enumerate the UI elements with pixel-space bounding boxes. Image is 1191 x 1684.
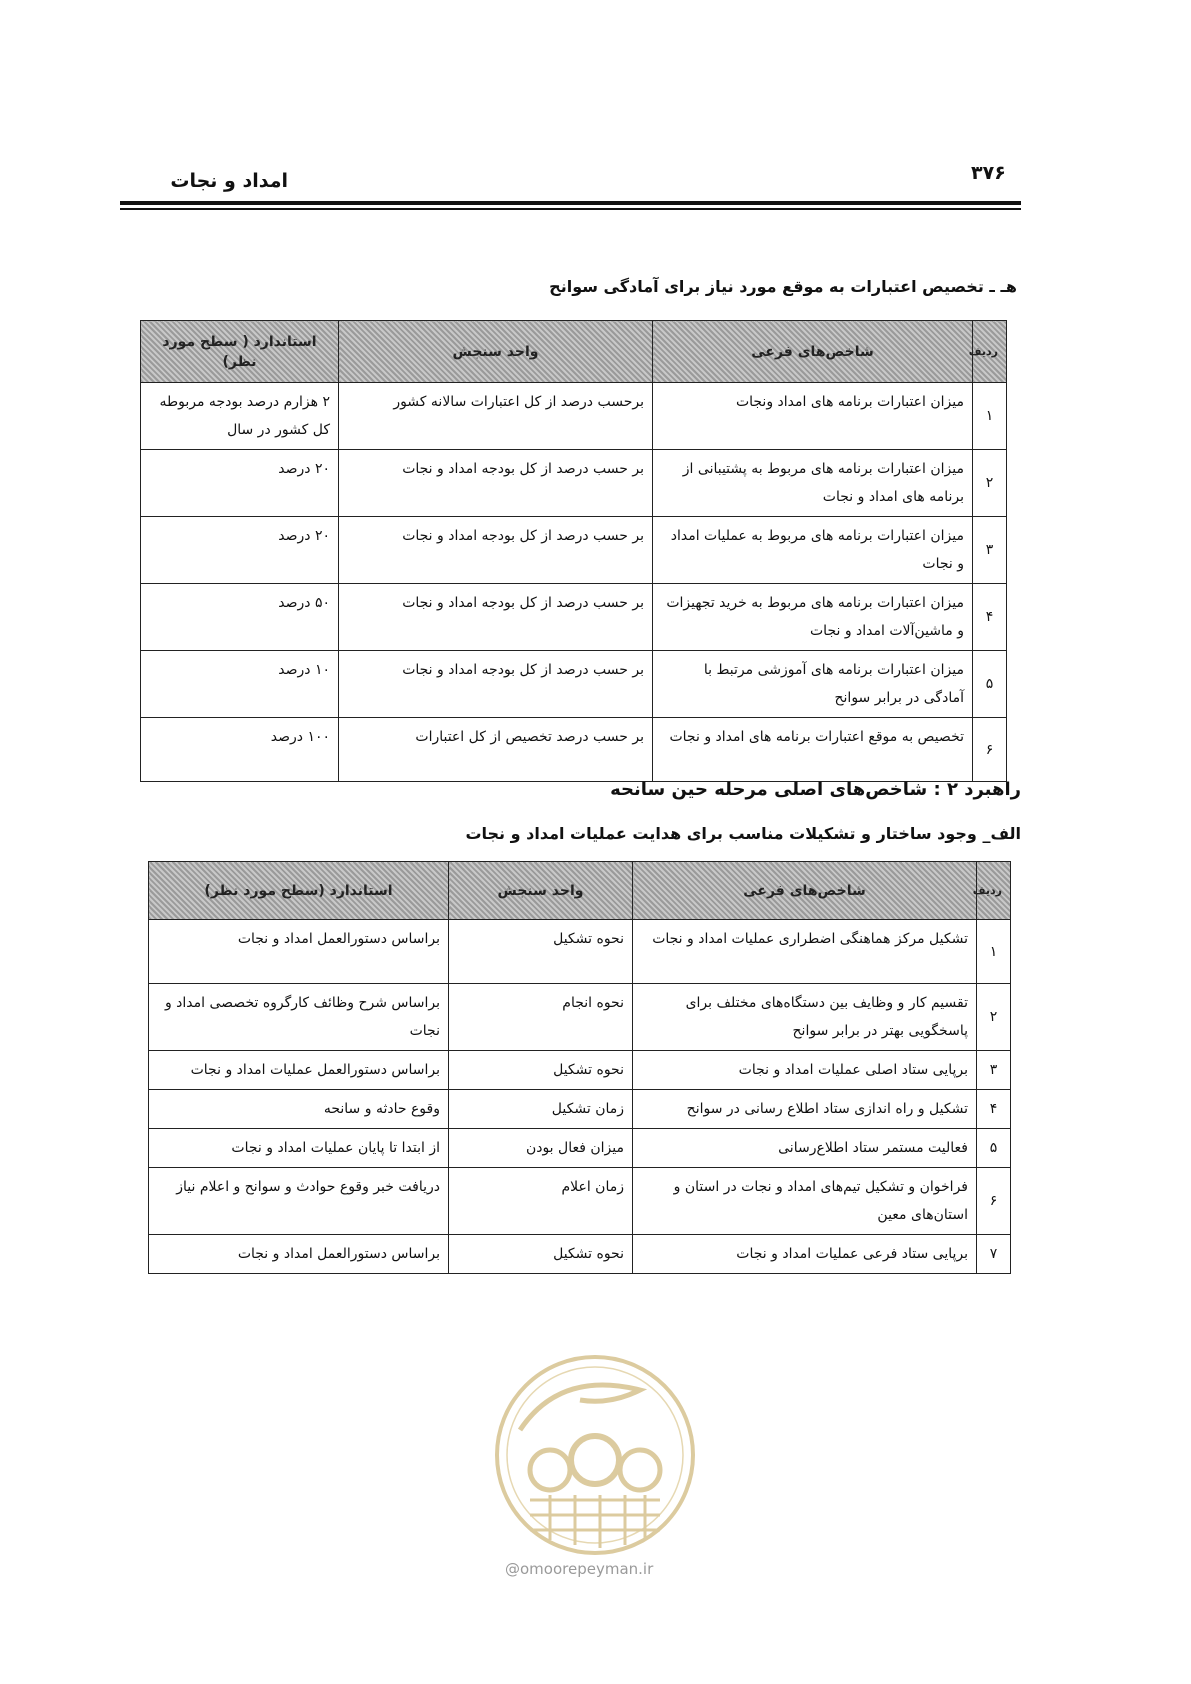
- watermark-site-text: @omoorepeyman.ir: [505, 1560, 654, 1578]
- standard-cell: براساس شرح وظائف کارگروه تخصصی امداد و نجات: [149, 984, 449, 1051]
- table-row: [141, 383, 1007, 450]
- row-number-cell: ۵: [977, 1129, 1011, 1168]
- standard-cell: براساس دستورالعمل امداد و نجات: [149, 1235, 449, 1274]
- row-number-cell: ۵: [973, 651, 1007, 718]
- indicator-cell: فعالیت مستمر ستاد اطلاع‌رسانی: [633, 1129, 977, 1168]
- standard-cell: ۱۰ درصد: [141, 651, 339, 718]
- unit-cell: میزان فعال بودن: [449, 1129, 633, 1168]
- unit-cell: نحوه تشکیل: [449, 920, 633, 984]
- indicator-cell: تخصیص به موقع اعتبارات برنامه های امداد و نجات: [653, 718, 973, 782]
- unit-cell: زمان تشکیل: [449, 1090, 633, 1129]
- unit-cell: نحوه تشکیل: [449, 1235, 633, 1274]
- table-row: [141, 718, 1007, 782]
- table-header-row: [141, 321, 1007, 383]
- table-row: [149, 1090, 1011, 1129]
- table-row: [141, 584, 1007, 651]
- row-number-cell: ۳: [973, 517, 1007, 584]
- unit-cell: بر حسب درصد تخصیص از کل اعتبارات: [339, 718, 653, 782]
- header-rule: [120, 201, 1021, 205]
- unit-cell: بر حسب درصد از کل بودجه امداد و نجات: [339, 450, 653, 517]
- standard-cell: وقوع حادثه و سانحه: [149, 1090, 449, 1129]
- unit-cell: بر حسب درصد از کل بودجه امداد و نجات: [339, 651, 653, 718]
- table-row: [149, 920, 1011, 984]
- running-header-title: امداد و نجات: [170, 170, 288, 192]
- section-alef-heading: الف_ وجود ساختار و تشکیلات مناسب برای هدایت عملیات امداد و نجات: [465, 824, 1021, 843]
- unit-cell: برحسب درصد از کل اعتبارات سالانه کشور: [339, 383, 653, 450]
- row-number-cell: ۷: [977, 1235, 1011, 1274]
- unit-cell: زمان اعلام: [449, 1168, 633, 1235]
- table-row: [149, 984, 1011, 1051]
- page-number: ۳۷۶: [971, 162, 1006, 184]
- strategy-2-heading: راهبرد ۲ : شاخص‌های اصلی مرحله حین سانحه: [610, 779, 1021, 800]
- standard-cell: ۲ هزارم درصد بودجه مربوطه کل کشور در سال: [141, 383, 339, 450]
- indicator-cell: برپایی ستاد اصلی عملیات امداد و نجات: [633, 1051, 977, 1090]
- standard-cell: براساس دستورالعمل امداد و نجات: [149, 920, 449, 984]
- table-row: [141, 450, 1007, 517]
- indicator-cell: میزان اعتبارات برنامه های امداد ونجات: [653, 383, 973, 450]
- table-row: [149, 1051, 1011, 1090]
- indicator-cell: تقسیم کار و وظایف بین دستگاه‌های مختلف برای پاسخگویی بهتر در برابر سوانح: [633, 984, 977, 1051]
- table-row: [149, 1235, 1011, 1274]
- table-header-row: [149, 862, 1011, 920]
- indicator-cell: تشکیل و راه اندازی ستاد اطلاع رسانی در سوانح: [633, 1090, 977, 1129]
- col-header-unit: واحد سنجش: [449, 862, 633, 920]
- standard-cell: دریافت خبر وقوع حوادث و سوانح و اعلام نیاز: [149, 1168, 449, 1235]
- indicator-cell: برپایی ستاد فرعی عملیات امداد و نجات: [633, 1235, 977, 1274]
- col-header-row-number: ردیف: [977, 862, 1011, 920]
- seal-logo-icon: [490, 1350, 700, 1560]
- row-number-cell: ۲: [973, 450, 1007, 517]
- unit-cell: بر حسب درصد از کل بودجه امداد و نجات: [339, 584, 653, 651]
- structure-indicators-table: [148, 861, 1011, 1274]
- header-rule-thin: [120, 208, 1021, 210]
- indicator-cell: میزان اعتبارات برنامه های مربوط به خرید تجهیزات و ماشین‌آلات امداد و نجات: [653, 584, 973, 651]
- table-row: [141, 651, 1007, 718]
- col-header-unit: واحد سنجش: [339, 321, 653, 383]
- row-number-cell: ۴: [977, 1090, 1011, 1129]
- budget-indicators-table: [140, 320, 1007, 782]
- table-row: [141, 517, 1007, 584]
- section-e-heading: هـ ـ تخصیص اعتبارات به موقع مورد نیاز برای آمادگی سوانح: [549, 277, 1017, 296]
- row-number-cell: ۳: [977, 1051, 1011, 1090]
- indicator-cell: فراخوان و تشکیل تیم‌های امداد و نجات در استان و استان‌های معین: [633, 1168, 977, 1235]
- col-header-indicator: شاخص‌های فرعی: [633, 862, 977, 920]
- col-header-indicator: شاخص‌های فرعی: [653, 321, 973, 383]
- standard-cell: ۲۰ درصد: [141, 517, 339, 584]
- indicator-cell: میزان اعتبارات برنامه های مربوط به پشتیبانی از برنامه های امداد و نجات: [653, 450, 973, 517]
- row-number-cell: ۱: [977, 920, 1011, 984]
- row-number-cell: ۱: [973, 383, 1007, 450]
- col-header-standard: استاندارد ( سطح مورد نظر): [141, 321, 339, 383]
- row-number-cell: ۶: [977, 1168, 1011, 1235]
- unit-cell: بر حسب درصد از کل بودجه امداد و نجات: [339, 517, 653, 584]
- unit-cell: نحوه انجام: [449, 984, 633, 1051]
- table-row: [149, 1168, 1011, 1235]
- col-header-row-number: ردیف: [973, 321, 1007, 383]
- standard-cell: ۵۰ درصد: [141, 584, 339, 651]
- row-number-cell: ۲: [977, 984, 1011, 1051]
- indicator-cell: میزان اعتبارات برنامه های آموزشی مرتبط با آمادگی در برابر سوانح: [653, 651, 973, 718]
- standard-cell: براساس دستورالعمل عملیات امداد و نجات: [149, 1051, 449, 1090]
- indicator-cell: میزان اعتبارات برنامه های مربوط به عملیات امداد و نجات: [653, 517, 973, 584]
- standard-cell: ۱۰۰ درصد: [141, 718, 339, 782]
- row-number-cell: ۴: [973, 584, 1007, 651]
- row-number-cell: ۶: [973, 718, 1007, 782]
- table-row: [149, 1129, 1011, 1168]
- col-header-standard: استاندارد (سطح مورد نظر): [149, 862, 449, 920]
- indicator-cell: تشکیل مرکز هماهنگی اضطراری عملیات امداد و نجات: [633, 920, 977, 984]
- unit-cell: نحوه تشکیل: [449, 1051, 633, 1090]
- standard-cell: ۲۰ درصد: [141, 450, 339, 517]
- standard-cell: از ابتدا تا پایان عملیات امداد و نجات: [149, 1129, 449, 1168]
